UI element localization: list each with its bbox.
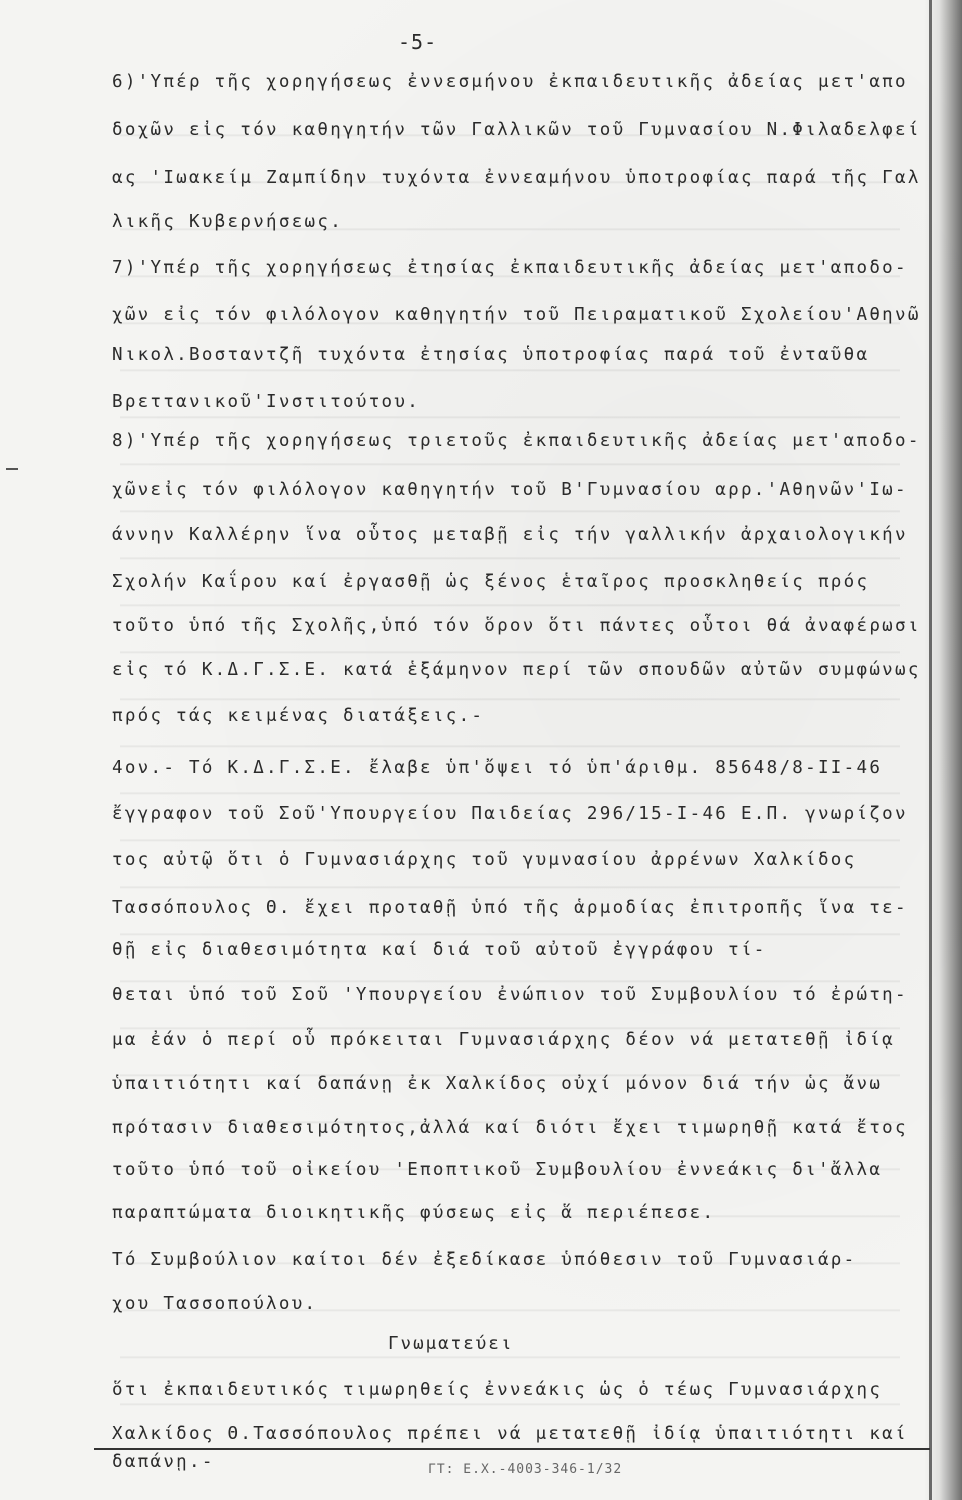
text-line: ὑπαιτιότητι καί δαπάνῃ ἐκ Χαλκίδος οὐχί μόνον διά τήν ὡς ἄνω — [112, 1074, 883, 1094]
text-line: Νικολ.Βοσταντζῆ τυχόντα ἐτησίας ὑποτροφίας παρά τοῦ ἐνταῦθα — [112, 345, 870, 365]
text-line: Χαλκίδος Θ.Τασσόπουλος πρέπει νά μετατεθῇ ἰδίᾳ ὑπαιτιότητι καί — [112, 1424, 908, 1444]
text-line: παραπτώματα διοικητικῆς φύσεως εἰς ἅ περιέπεσε. — [112, 1203, 716, 1223]
text-line: δοχῶν εἰς τόν καθηγητήν τῶν Γαλλικῶν τοῦ Γυμνασίου Ν.Φιλαδελφεί — [112, 120, 921, 140]
text-line: Βρεττανικοῦ'Ινστιτούτου. — [112, 392, 421, 412]
margin-tick-mark — [6, 468, 18, 470]
text-line: λικῆς Κυβερνήσεως. — [112, 212, 344, 232]
underline-rule — [94, 1448, 930, 1450]
text-line: πρός τάς κειμένας διατάξεις.- — [112, 706, 485, 726]
text-line: δαπάνῃ.- — [112, 1452, 215, 1472]
text-line: ὅτι ἐκπαιδευτικός τιμωρηθείς ἐννεάκις ὡς ὁ τέως Γυμνασιάρχης — [112, 1380, 883, 1400]
text-line: θῇ εἰς διαθεσιμότητα καί διά τοῦ αὐτοῦ ἐγγράφου τί- — [112, 940, 767, 960]
text-line: 6)'Υπέρ τῆς χορηγήσεως ἐννεσμήνου ἐκπαιδευτικῆς ἀδείας μετ'απο — [112, 72, 908, 92]
text-line: άννην Καλλέρην ἵνα οὗτος μεταβῇ εἰς τήν γαλλικήν ἀρχαιολογικήν — [112, 525, 908, 545]
text-line: Σχολήν Καΐρου καί ἐργασθῇ ὡς ξένος ἑταῖρος προσκληθείς πρός — [112, 572, 870, 592]
text-line: Τό Συμβούλιον καίτοι δέν ἐξεδίκασε ὑπόθεσιν τοῦ Γυμνασιάρ- — [112, 1250, 857, 1270]
text-line: τοῦτο ὑπό τῆς Σχολῆς,ὑπό τόν ὅρον ὅτι πάντες οὗτοι θά ἀναφέρωσι — [112, 616, 921, 636]
text-line: μα ἐάν ὁ περί οὗ πρόκειται Γυμνασιάρχης δέον νά μετατεθῇ ἰδίᾳ — [112, 1030, 895, 1050]
text-line: εἰς τό Κ.Δ.Γ.Σ.Ε. κατά ἑξάμηνον περί τῶν σπουδῶν αὐτῶν συμφώνως — [112, 660, 921, 680]
text-line: Τασσόπουλος Θ. ἔχει προταθῇ ὑπό τῆς ἁρμοδίας ἐπιτροπῆς ἵνα τε- — [112, 898, 908, 918]
text-line: χῶνεἰς τόν φιλόλογον καθηγητήν τοῦ Β'Γυμνασίου αρρ.'Αθηνῶν'Ιω- — [112, 480, 908, 500]
text-line: θεται ὑπό τοῦ Σοῦ 'Υπουργείου ἐνώπιον τοῦ Συμβουλίου τό ἐρώτη- — [112, 985, 908, 1005]
page-number: -5- — [398, 30, 438, 54]
section-heading: Γνωματεύει — [388, 1334, 514, 1354]
text-line: 7)'Υπέρ τῆς χορηγήσεως ἐτησίας ἐκπαιδευτικῆς ἀδείας μετ'αποδο- — [112, 258, 908, 278]
text-line: χῶν εἰς τόν φιλόλογον καθηγητήν τοῦ Πειραματικοῦ Σχολείου'Αθηνῶ — [112, 305, 921, 325]
footer-stamp: ΓΤ: Ε.Χ.-4003-346-1/32 — [428, 1462, 623, 1477]
text-line: ἔγγραφον τοῦ Σοῦ'Υπουργείου Παιδείας 296/15-Ι-46 Ε.Π. γνωρίζον — [112, 804, 908, 824]
text-line: 8)'Υπέρ τῆς χορηγήσεως τριετοῦς ἐκπαιδευτικῆς ἀδείας μετ'αποδο- — [112, 431, 921, 451]
text-line: χου Τασσοπούλου. — [112, 1294, 318, 1314]
text-line: πρότασιν διαθεσιμότητος,ἀλλά καί διότι ἔχει τιμωρηθῇ κατά ἔτος — [112, 1118, 908, 1138]
text-line: ας 'Ιωακείμ Ζαμπίδην τυχόντα ἐννεαμήνου ὑποτροφίας παρά τῆς Γαλ — [112, 168, 921, 188]
text-line: τοῦτο ὑπό τοῦ οἰκείου 'Εποπτικοῦ Συμβουλίου ἐννεάκις δι'ἄλλα — [112, 1160, 883, 1180]
text-line: τος αὐτῷ ὅτι ὁ Γυμνασιάρχης τοῦ γυμνασίου ἀρρένων Χαλκίδος — [112, 850, 857, 870]
binding-margin-line — [929, 0, 932, 1500]
text-line: 4ον.- Τό Κ.Δ.Γ.Σ.Ε. ἔλαβε ὑπ'ὄψει τό ὑπ'άριθμ. 85648/8-ΙΙ-46 — [112, 758, 883, 778]
